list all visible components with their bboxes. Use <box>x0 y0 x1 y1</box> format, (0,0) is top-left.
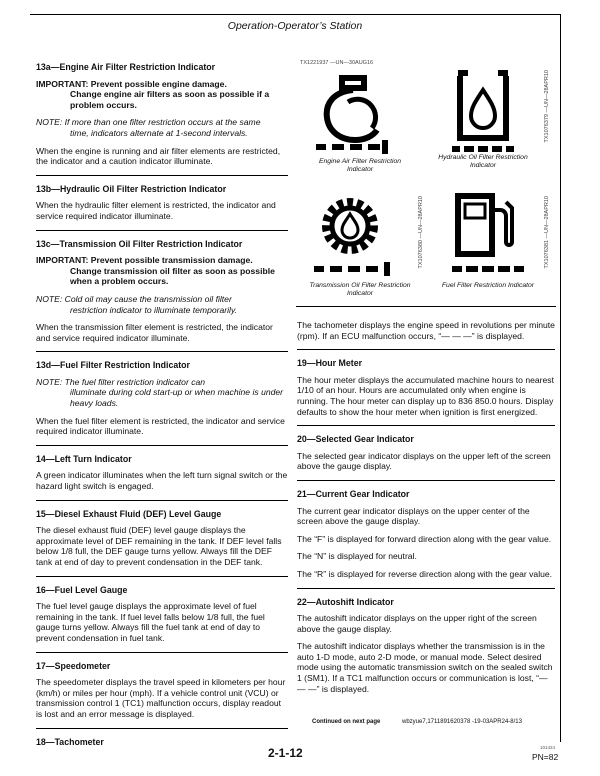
paragraph: The “F” is displayed for forward direction along with the gear value. <box>297 533 552 544</box>
section-heading: 13a—Engine Air Filter Restriction Indicator <box>36 62 216 72</box>
page-header <box>30 14 561 37</box>
left-column <box>36 62 288 753</box>
section-divider <box>36 728 288 729</box>
right-column <box>297 320 555 701</box>
note <box>36 294 288 315</box>
section-heading: 17—Speedometer <box>36 660 111 671</box>
paragraph: The autoshift indicator displays on the upper right of the screen above the gauge display. <box>297 613 537 634</box>
paragraph: The “N” is displayed for neutral. <box>297 551 417 562</box>
small-code: 101424 <box>540 745 556 750</box>
figure-divider <box>296 306 556 307</box>
note-body: restriction indicator to illuminate temporarily. <box>70 304 238 315</box>
note <box>36 117 288 138</box>
transmission-filter-icon <box>310 190 394 278</box>
section-divider <box>297 588 555 589</box>
section-divider <box>36 652 288 653</box>
section-divider <box>297 480 555 481</box>
important-lead: IMPORTANT: Prevent possible engine damage. <box>36 78 227 89</box>
air-filter-icon <box>312 72 392 154</box>
paragraph: The “R” is displayed for reverse direction along with the gear value. <box>297 568 553 579</box>
section-divider <box>36 445 288 446</box>
section-divider <box>297 425 555 426</box>
note-body: time, indicators alternate at 1-second intervals. <box>70 127 248 138</box>
section-divider <box>36 500 288 501</box>
caption-transmission-filter: Transmission Oil Filter Restriction Indicator <box>309 282 411 297</box>
important-lead: IMPORTANT: Prevent possible transmission damage. <box>36 255 253 266</box>
header-title: Operation-Operator’s Station <box>227 20 363 32</box>
paragraph: The hour meter displays the accumulated machine hours to nearest 1/10 of an hour. Hours are accumulated only when engine is running. The hour meter can display up to 836 850.0 hours. Display defaults to show the hour meter when ignition is first energized. <box>297 374 554 417</box>
caption-air-filter: Engine Air Filter Restriction Indicator <box>318 158 402 173</box>
tag-hydraulic: TX1076379 —UN—28APR10 <box>544 70 550 143</box>
fuel-filter-icon <box>450 190 530 278</box>
doc-code: wbzyue7,1711891620378 -19-03APR24-8/13 <box>402 719 522 725</box>
section-heading: 16—Fuel Level Gauge <box>36 584 128 595</box>
paragraph: When the fuel filter element is restricted, the indicator and service required indicator illuminate. <box>36 415 285 437</box>
continued-note: Continued on next page <box>312 719 381 725</box>
hydraulic-filter-icon <box>448 66 518 154</box>
tag-fuel: TX1076381 —UN—28APR10 <box>544 196 550 269</box>
section-heading: 19—Hour Meter <box>297 358 363 369</box>
note-body: illuminate during cold start-up or when machine is under heavy loads. <box>70 387 284 409</box>
important-notice <box>36 255 288 287</box>
paragraph: The speedometer displays the travel speed in kilometers per hour (km/h) or miles per hour (mph). If a vehicle control unit (VCU) or transmission control 1 (TC1) malfunction occurs, display readout is lost and an error message is displayed. <box>36 677 286 719</box>
section-heading: 18—Tachometer <box>36 736 104 747</box>
section-divider <box>36 351 288 352</box>
important-body: Change engine air filters as soon as possible if a problem occurs. <box>70 89 270 110</box>
paragraph: The diesel exhaust fluid (DEF) level gauge displays the approximate level of DEF remaining in the tank. If DEF level falls below 1/8 full, the DEF gauge turns yellow. Always fill the DEF tank at end of day to prevent condensation in the DEF tank. <box>36 525 282 567</box>
paragraph: When the transmission filter element is restricted, the indicator and service required indicator illuminate. <box>36 322 273 343</box>
section-heading: 14—Left Turn Indicator <box>36 453 132 464</box>
paragraph: A green indicator illuminates when the left turn signal switch or the hazard light switch is engaged. <box>36 470 288 492</box>
paragraph: When the hydraulic filter element is restricted, the indicator and service required indicator illuminate. <box>36 200 276 221</box>
section-heading: 22—Autoshift Indicator <box>297 596 394 607</box>
paragraph: The tachometer displays the engine speed in revolutions per minute (rpm). If an ECU malfunction occurs, “— — —” is displayed. <box>297 320 555 341</box>
caption-hydraulic-filter: Hydraulic Oil Filter Restriction Indicator <box>438 154 528 169</box>
tag-transmission: TX1076380 —UN—28APR10 <box>418 196 424 269</box>
section-divider <box>36 576 288 577</box>
paragraph: The fuel level gauge displays the approximate level of fuel remaining in the tank. If fuel level falls below 1/8 full, the fuel gauge turns yellow. Always fill the fuel tank at end of day to prevent condensation in fuel tank. <box>36 601 265 643</box>
section-divider <box>297 349 555 350</box>
section-divider <box>36 230 288 231</box>
section-heading: 13c—Transmission Oil Filter Restriction Indicator <box>36 238 243 249</box>
note-lead: NOTE: Cold oil may cause the transmission oil filter <box>36 293 232 304</box>
page-number: 2-1-12 <box>268 746 303 760</box>
paragraph: The current gear indicator displays on the upper center of the screen above the gauge display. <box>297 505 530 527</box>
section-divider <box>36 175 288 176</box>
paragraph: When the engine is running and air filter elements are restricted, the indicator and a caution indicator illuminate. <box>36 145 281 167</box>
important-body: Change transmission oil filter as soon as possible when a problem occurs. <box>70 265 275 287</box>
section-heading: 13b—Hydraulic Oil Filter Restriction Indicator <box>36 183 227 194</box>
section-heading: 20—Selected Gear Indicator <box>297 434 414 445</box>
paragraph: The selected gear indicator displays on the upper left of the screen above the gauge display. <box>297 450 551 472</box>
figure-tx-id: TX1221937 —UN—30AUG16 <box>300 60 374 66</box>
paragraph: The autoshift indicator displays whether the transmission is in the auto 1-D mode, auto 2-D mode, or manual mode. Select desired mode using the automatic transmission switch on the sealed switch 1 (SM1). If a TC1 malfunction occurs or communication is lost, “— — —” is displayed. <box>297 641 553 694</box>
note-lead: NOTE: The fuel filter restriction indicator can <box>36 376 206 387</box>
section-heading: 21—Current Gear Indicator <box>297 488 410 499</box>
note-lead: NOTE: If more than one filter restriction occurs at the same <box>36 117 261 128</box>
section-heading: 13d—Fuel Filter Restriction Indicator <box>36 360 190 371</box>
important-notice <box>36 79 288 111</box>
note <box>36 377 288 409</box>
caption-fuel-filter: Fuel Filter Restriction Indicator <box>441 282 535 289</box>
section-heading: 15—Diesel Exhaust Fluid (DEF) Level Gauge <box>36 508 222 519</box>
pn-number: PN=82 <box>532 752 559 762</box>
